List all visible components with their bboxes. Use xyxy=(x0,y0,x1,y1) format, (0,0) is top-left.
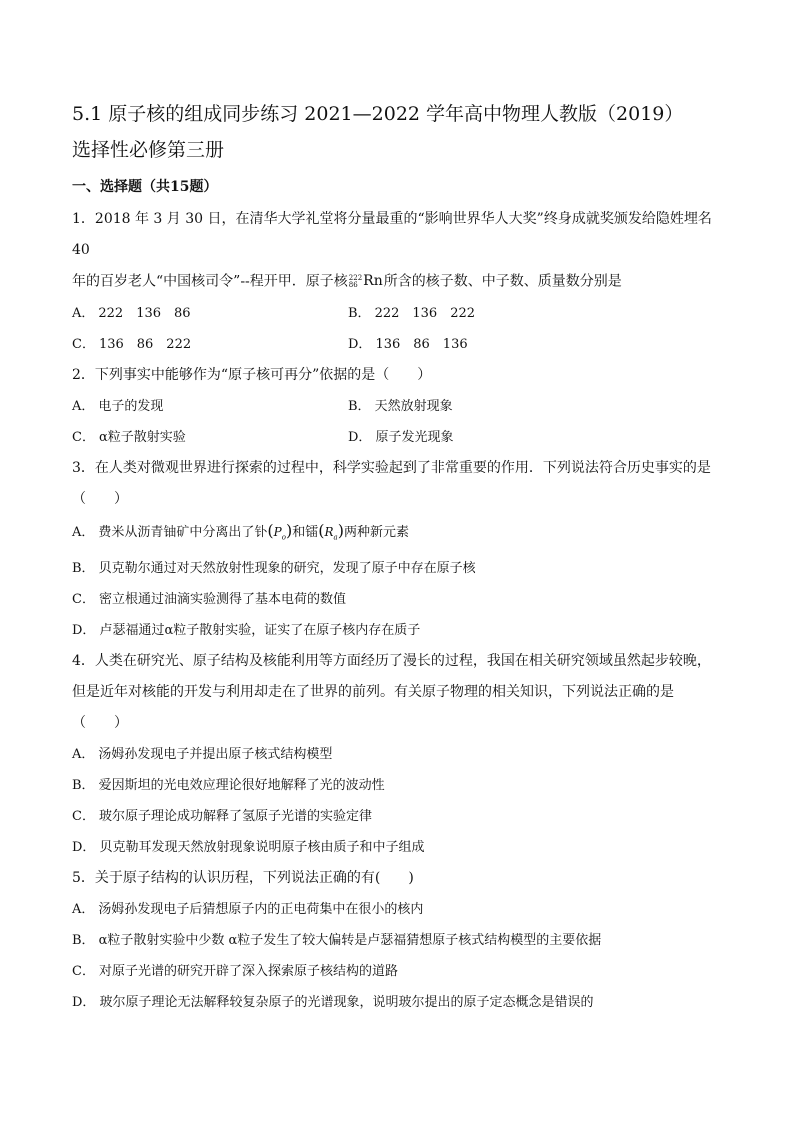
question-3-option-c[interactable]: C． 密立根通过油滴实验测得了基本电荷的数值 xyxy=(72,591,346,607)
polonium-symbol: $P_o$ xyxy=(273,524,286,541)
question-1 xyxy=(72,204,722,298)
question-3-text-line-1: 3．在人类对微观世界进行探索的过程中，科学实验起到了非常重要的作用．下列说法符合历史事实的是 xyxy=(72,459,711,476)
question-1-option-a[interactable]: A． 222 136 86 xyxy=(72,305,191,321)
radium-symbol: $R_a$ xyxy=(324,524,338,541)
question-2-option-c[interactable]: C． α粒子散射实验 xyxy=(72,429,186,445)
question-5-option-b[interactable]: B． α粒子散射实验中少数 α粒子发生了较大偏转是卢瑟福猜想原子核式结构模型的主要依据 xyxy=(72,932,602,948)
question-1-text-line-1: 1．2018 年 3 月 30 日，在清华大学礼堂将分量最重的“影响世界华人大奖”终身成就奖颁发给隐姓埋名 40 xyxy=(72,211,712,258)
question-4-text-line-1: 4．人类在研究光、原子结构及核能利用等方面经历了漫长的过程，我国在相关研究领域虽然起步较晚， xyxy=(72,652,711,669)
question-5 xyxy=(72,863,722,894)
question-1-text-line-2 xyxy=(72,266,722,298)
question-4-text-line-2: 但是近年对核能的开发与利用却走在了世界的前列。有关原子物理的相关知识，下列说法正确的是 xyxy=(72,683,674,700)
document-page xyxy=(72,96,722,1018)
question-5-text: 5．关于原子结构的认识历程，下列说法正确的有( ) xyxy=(72,869,414,886)
question-4-option-c[interactable]: C． 玻尔原子理论成功解释了氢原子光谱的实验定律 xyxy=(72,808,372,824)
question-1-option-d[interactable]: D． 136 86 136 xyxy=(348,336,468,352)
question-2-option-a[interactable]: A． 电子的发现 xyxy=(72,398,164,414)
question-4-option-a[interactable]: A． 汤姆孙发现电子并提出原子核式结构模型 xyxy=(72,746,333,762)
radon-nuclide xyxy=(349,266,383,297)
question-2-text: 2．下列事实中能够作为“原子核可再分”依据的是（ ） xyxy=(72,366,432,383)
question-5-option-d[interactable]: D． 玻尔原子理论无法解释较复杂原子的光谱现象，说明玻尔提出的原子定态概念是错误的 xyxy=(72,994,594,1010)
section-heading: 一、选择题（共15题） xyxy=(72,179,218,195)
question-3-option-b[interactable]: B． 贝克勒尔通过对天然放射性现象的研究，发现了原子中存在原子核 xyxy=(72,560,476,576)
question-5-option-c[interactable]: C． 对原子光谱的研究开辟了深入探索原子核结构的道路 xyxy=(72,963,398,979)
nuclide-symbol: Rn xyxy=(363,273,383,289)
document-title xyxy=(72,96,722,168)
question-4 xyxy=(72,646,722,739)
question-2-options xyxy=(72,391,722,453)
question-1-text-part-2: 所含的核子数、中子数、质量数分别是 xyxy=(383,273,622,290)
question-2-option-b[interactable]: B． 天然放射现象 xyxy=(348,398,453,414)
question-1-options xyxy=(72,298,722,360)
question-4-option-b[interactable]: B． 爱因斯坦的光电效应理论很好地解释了光的波动性 xyxy=(72,777,385,793)
question-3-option-a[interactable]: A． 费米从沥青铀矿中分离出了钋$(P_o)$和镭$(R_a)$两种新元素 xyxy=(72,515,722,553)
question-2-option-d[interactable]: D． 原子发光现象 xyxy=(348,429,454,445)
question-2 xyxy=(72,360,722,391)
question-4-text-line-3: （ ） xyxy=(72,714,128,731)
title-line-2: 选择性必修第三册 xyxy=(72,139,225,161)
question-1-text-part-1: 年的百岁老人“中国核司令”--程开甲．原子核 xyxy=(72,273,348,290)
question-1-option-b[interactable]: B． 222 136 222 xyxy=(348,305,476,321)
nuclide-mass-number: 222 xyxy=(348,273,363,282)
question-1-option-c[interactable]: C． 136 86 222 xyxy=(72,336,192,352)
question-3 xyxy=(72,453,722,515)
question-4-option-d[interactable]: D． 贝克勒耳发现天然放射现象说明原子核由质子和中子组成 xyxy=(72,839,425,855)
question-3-option-d[interactable]: D． 卢瑟福通过α粒子散射实验，证实了在原子核内存在质子 xyxy=(72,622,421,638)
question-5-option-a[interactable]: A． 汤姆孙发现电子后猜想原子内的正电荷集中在很小的核内 xyxy=(72,901,424,917)
nuclide-atomic-number: 86 xyxy=(348,280,358,289)
title-line-1: 5.1 原子核的组成同步练习 2021—2022 学年高中物理人教版（2019） xyxy=(72,103,684,125)
question-3-text-line-2: （ ） xyxy=(72,490,128,507)
